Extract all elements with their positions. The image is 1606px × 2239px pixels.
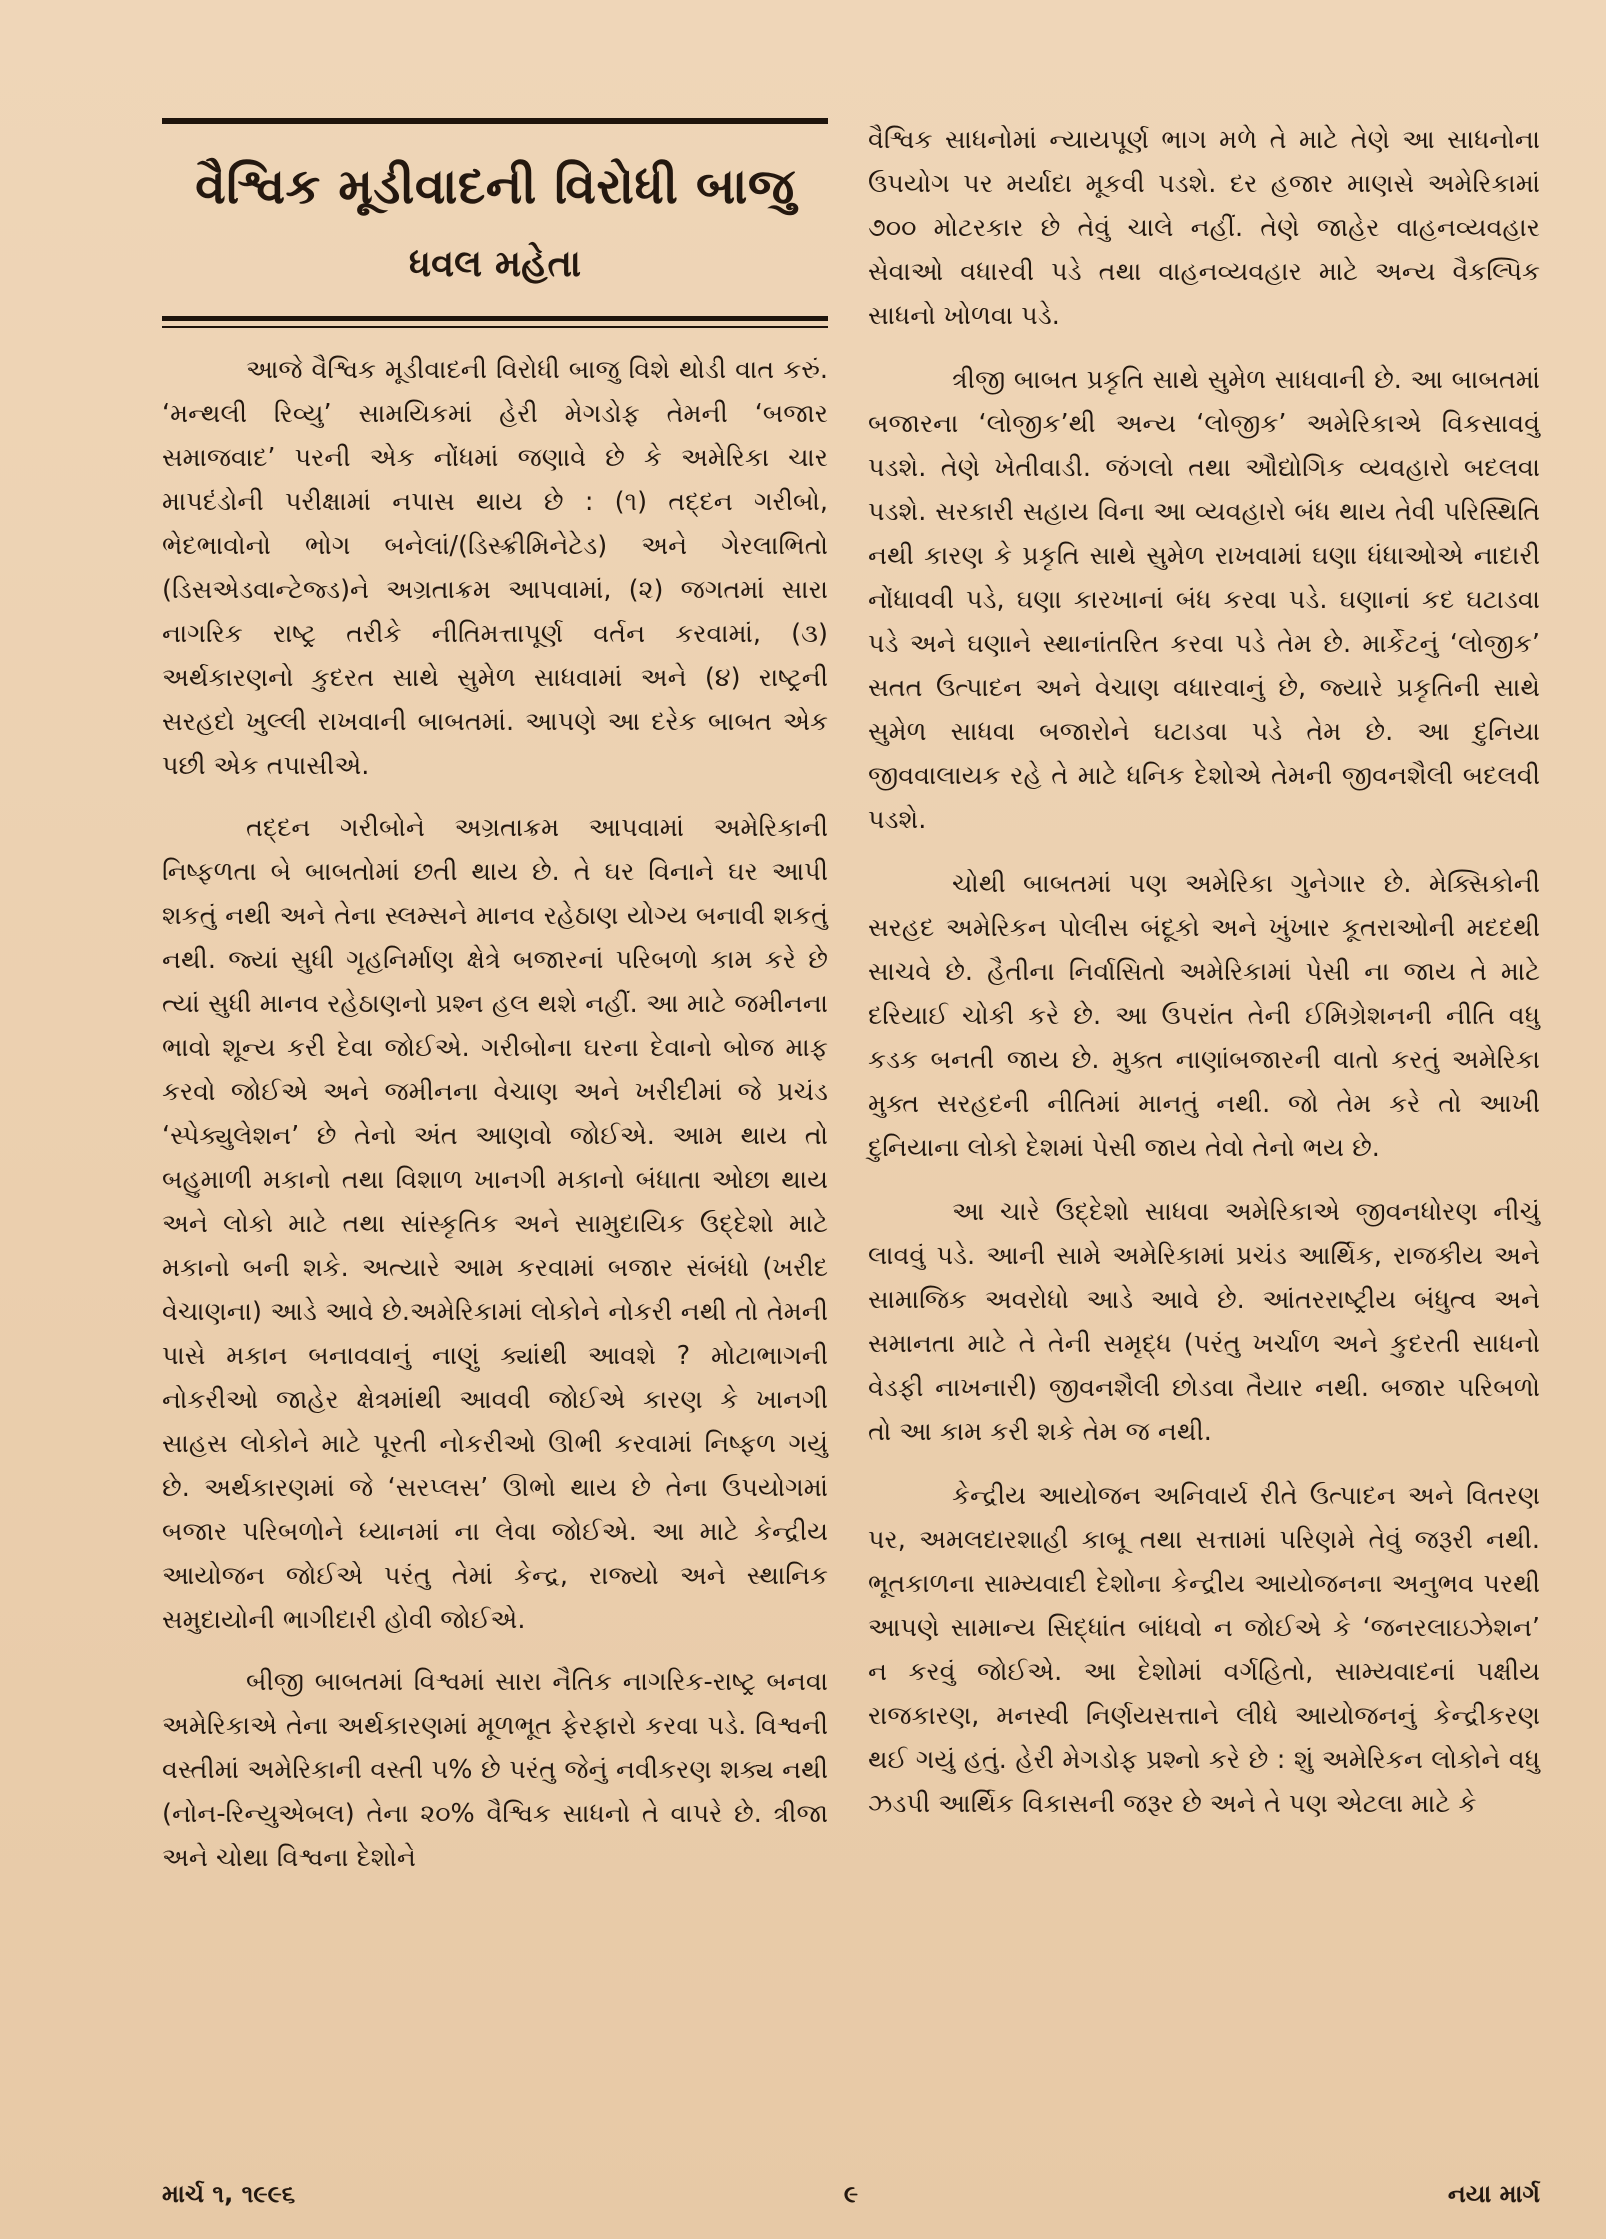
left-column <box>162 118 828 1880</box>
paragraph: આજે વૈશ્વિક મૂડીવાદની વિરોધી બાજુ વિશે થોડી વાત કરું. ‘મન્થલી રિવ્યુ’ સામયિકમાં હેરી મેગડોફ તેમની ‘બજાર સમાજવાદ’ પરની એક નોંધમાં જણાવે છે કે અમેરિકા ચાર માપદંડોની પરીક્ષામાં નપાસ થાય છે : (૧) તદ્દન ગરીબો, ભેદભાવોનો ભોગ બનેલાં/(ડિસ્ક્રીમિનેટેડ) અને ગેરલાભિતો (ડિસએડવાન્ટેજ્ડ)ને અગ્રતાક્રમ આપવામાં, (૨) જગતમાં સારા નાગરિક રાષ્ટ્ર તરીકે નીતિમત્તાપૂર્ણ વર્તન કરવામાં, (૩) અર્થકારણનો કુદરત સાથે સુમેળ સાધવામાં અને (૪) રાષ્ટ્રની સરહદો ખુલ્લી રાખવાની બાબતમાં. આપણે આ દરેક બાબત એક પછી એક તપાસીએ. <box>162 355 828 781</box>
right-column <box>868 118 1540 1826</box>
footer-date: માર્ચ ૧, ૧૯૯૬ <box>162 2180 296 2208</box>
paragraph: કેન્દ્રીય આયોજન અનિવાર્ય રીતે ઉત્પાદન અને વિતરણ પર, અમલદારશાહી કાબૂ તથા સત્તામાં પરિણમે તેવું જરૂરી નથી. ભૂતકાળના સામ્યવાદી દેશોના કેન્દ્રીય આયોજનના અનુભવ પરથી આપણે સામાન્ય સિદ્ધાંત બાંધવો ન જોઈએ કે ‘જનરલાઇઝેશન’ ન કરવું જોઈએ. આ દેશોમાં વર્ગહિતો, સામ્યવાદનાં પક્ષીય રાજકારણ, મનસ્વી નિર્ણયસત્તાને લીધે આયોજનનું કેન્દ્રીકરણ થઈ ગયું હતું. હેરી મેગડોફ પ્રશ્નો કરે છે : શું અમેરિકન લોકોને વધુ ઝડપી આર્થિક વિકાસની જરૂર છે અને તે પણ એટલા માટે કે <box>868 1481 1540 1819</box>
paragraph: ચોથી બાબતમાં પણ અમેરિકા ગુનેગાર છે. મેક્સિકોની સરહદ અમેરિકન પોલીસ બંદૂકો અને ખુંખાર કૂતરાઓની મદદથી સાચવે છે. હૈતીના નિર્વાસિતો અમેરિકામાં પેસી ના જાય તે માટે દરિયાઈ ચોકી કરે છે. આ ઉપરાંત તેની ઈમિગ્રેશનની નીતિ વધુ કડક બનતી જાય છે. મુક્ત નાણાંબજારની વાતો કરતું અમેરિકા મુક્ત સરહદની નીતિમાં માનતું નથી. જો તેમ કરે તો આખી દુનિયાના લોકો દેશમાં પેસી જાય તેવો તેનો ભય છે. <box>868 869 1540 1163</box>
paragraph: ત્રીજી બાબત પ્રકૃતિ સાથે સુમેળ સાધવાની છે. આ બાબતમાં બજારના ‘લોજીક’થી અન્ય ‘લોજીક’ અમેરિકાએ વિકસાવવું પડશે. તેણે ખેતીવાડી. જંગલો તથા ઔદ્યોગિક વ્યવહારો બદલવા પડશે. સરકારી સહાય વિના આ વ્યવહારો બંધ થાય તેવી પરિસ્થિતિ નથી કારણ કે પ્રકૃતિ સાથે સુમેળ રાખવામાં ઘણા ધંધાઓએ નાદારી નોંધાવવી પડે, ઘણા કારખાનાં બંધ કરવા પડે. ઘણાનાં કદ ઘટાડવા પડે અને ઘણાને સ્થાનાંતરિત કરવા પડે તેમ છે. માર્કેટનું ‘લોજીક’ સતત ઉત્પાદન અને વેચાણ વધારવાનું છે, જ્યારે પ્રકૃતિની સાથે સુમેળ સાધવા બજારોને ઘટાડવા પડે તેમ છે. આ દુનિયા જીવવાલાયક રહે તે માટે ધનિક દેશોએ તેમની જીવનશૈલી બદલવી પડશે. <box>868 365 1540 835</box>
paragraph: બીજી બાબતમાં વિશ્વમાં સારા નૈતિક નાગરિક-રાષ્ટ્ર બનવા અમેરિકાએ તેના અર્થકારણમાં મૂળભૂત ફેરફારો કરવા પડે. વિશ્વની વસ્તીમાં અમેરિકાની વસ્તી ૫% છે પરંતુ જેનું નવીકરણ શક્ય નથી (નોન-રિન્યુએબલ) તેના ૨૦% વૈશ્વિક સાધનો તે વાપરે છે. ત્રીજા અને ચોથા વિશ્વના દેશોને <box>162 1667 828 1873</box>
article-title: વૈશ્વિક મૂડીવાદની વિરોધી બાજુ <box>195 158 795 215</box>
right-column-text <box>868 118 1540 1826</box>
article-author: ધવલ મહેતા <box>408 242 582 285</box>
page-number: ૯ <box>843 2180 859 2208</box>
paragraph: આ ચારે ઉદ્દેશો સાધવા અમેરિકાએ જીવનધોરણ નીચું લાવવું પડે. આની સામે અમેરિકામાં પ્રચંડ આર્થિક, રાજકીય અને સામાજિક અવરોધો આડે આવે છે. આંતરરાષ્ટ્રીય બંધુત્વ અને સમાનતા માટે તે તેની સમૃદ્ધ (પરંતુ ખર્ચાળ અને કુદરતી સાધનો વેડફી નાખનારી) જીવનશૈલી છોડવા તૈયાર નથી. બજાર પરિબળો તો આ કામ કરી શકે તેમ જ નથી. <box>868 1197 1540 1447</box>
title-bottom-rule <box>162 316 828 328</box>
left-column-text <box>162 348 828 1880</box>
paragraph: વૈશ્વિક સાધનોમાં ન્યાયપૂર્ણ ભાગ મળે તે માટે તેણે આ સાધનોના ઉપયોગ પર મર્યાદા મૂકવી પડશે. દર હજાર માણસે અમેરિકામાં ૭૦૦ મોટરકાર છે તેવું ચાલે નહીં. તેણે જાહેર વાહનવ્યવહાર સેવાઓ વધારવી પડે તથા વાહનવ્યવહાર માટે અન્ય વૈકલ્પિક સાધનો ખોળવા પડે. <box>868 125 1540 331</box>
publication-name: નયા માર્ગ <box>1447 2180 1540 2208</box>
page-footer <box>162 2174 1540 2214</box>
title-top-rule <box>162 118 828 124</box>
paragraph: તદ્દન ગરીબોને અગ્રતાક્રમ આપવામાં અમેરિકાની નિષ્ફળતા બે બાબતોમાં છતી થાય છે. તે ઘર વિનાને ઘર આપી શકતું નથી અને તેના સ્લમ્સને માનવ રહેઠાણ યોગ્ય બનાવી શકતું નથી. જ્યાં સુધી ગૃહનિર્માણ ક્ષેત્રે બજારનાં પરિબળો કામ કરે છે ત્યાં સુધી માનવ રહેઠાણનો પ્રશ્ન હલ થશે નહીં. આ માટે જમીનના ભાવો શૂન્ય કરી દેવા જોઈએ. ગરીબોના ઘરના દેવાનો બોજ માફ કરવો જોઈએ અને જમીનના વેચાણ અને ખરીદીમાં જે પ્રચંડ ‘સ્પેક્યુલેશન’ છે તેનો અંત આણવો જોઈએ. આમ થાય તો બહુમાળી મકાનો તથા વિશાળ ખાનગી મકાનો બંધાતા ઓછા થાય અને લોકો માટે તથા સાંસ્કૃતિક અને સામુદાયિક ઉદ્દેશો માટે મકાનો બની શકે. અત્યારે આમ કરવામાં બજાર સંબંધો (ખરીદ વેચાણના) આડે આવે છે.અમેરિકામાં લોકોને નોકરી નથી તો તેમની પાસે મકાન બનાવવાનું નાણું ક્યાંથી આવશે ? મોટાભાગની નોકરીઓ જાહેર ક્ષેત્રમાંથી આવવી જોઈએ કારણ કે ખાનગી સાહસ લોકોને માટે પૂરતી નોકરીઓ ઊભી કરવામાં નિષ્ફળ ગયું છે. અર્થકારણમાં જે ‘સરપ્લસ’ ઊભો થાય છે તેના ઉપયોગમાં બજાર પરિબળોને ધ્યાનમાં ના લેવા જોઈએ. આ માટે કેન્દ્રીય આયોજન જોઈએ પરંતુ તેમાં કેન્દ્ર, રાજ્યો અને સ્થાનિક સમુદાયોની ભાગીદારી હોવી જોઈએ. <box>162 813 828 1635</box>
